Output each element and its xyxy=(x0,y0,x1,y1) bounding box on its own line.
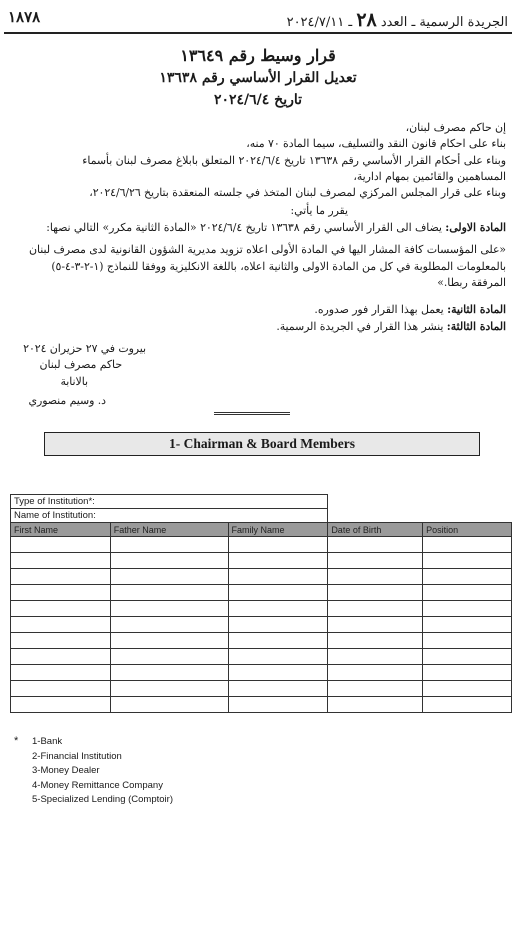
signature-place-date: بيروت في ٢٧ حزيران ٢٠٢٤ xyxy=(23,342,146,355)
table-cell[interactable] xyxy=(423,617,512,633)
table-cell[interactable] xyxy=(228,569,328,585)
list-item: 4-Money Remittance Company xyxy=(32,779,163,791)
footnote-marker: * xyxy=(14,735,19,747)
issue-number: ٢٨ xyxy=(356,9,377,31)
table-cell[interactable] xyxy=(11,569,111,585)
table-cell[interactable] xyxy=(11,553,111,569)
table-cell[interactable] xyxy=(11,585,111,601)
table-cell[interactable] xyxy=(423,585,512,601)
article-3-label: المادة الثالثة: xyxy=(446,320,506,333)
table-cell[interactable] xyxy=(110,681,228,697)
decision-subtitle: تعديل القرار الأساسي رقم ١٣٦٣٨ xyxy=(159,70,357,86)
name-of-institution-row xyxy=(11,509,512,523)
table-cell[interactable] xyxy=(11,681,111,697)
table-row xyxy=(11,537,512,553)
article-1 xyxy=(6,220,506,236)
table-cell[interactable] xyxy=(423,665,512,681)
list-item: 3-Money Dealer xyxy=(32,765,100,776)
table-row xyxy=(11,633,512,649)
signature-role: حاكم مصرف لبنان xyxy=(39,358,122,371)
column-header: Date of Birth xyxy=(328,523,423,537)
table-cell[interactable] xyxy=(328,537,423,553)
list-item: 1-Bank xyxy=(32,736,63,747)
table-cell[interactable] xyxy=(328,553,423,569)
institution-type-list xyxy=(32,735,173,808)
header-rule xyxy=(4,32,512,34)
table-cell[interactable] xyxy=(423,601,512,617)
table-cell[interactable] xyxy=(11,617,111,633)
table-cell[interactable] xyxy=(423,681,512,697)
table-cell[interactable] xyxy=(110,617,228,633)
list-item: 5-Specialized Lending (Comptoir) xyxy=(32,794,173,805)
article-1-text: يضاف الى القرار الأساسي رقم ١٣٦٣٨ تاريخ ٢٠٢٤/٦/٤ «المادة الثانية مكرر» التالي نصها: xyxy=(46,221,446,234)
decides-line: يقرر ما يأتي: xyxy=(290,204,348,217)
article-1-quote-line-2: بالمعلومات المطلوبة في كل من المادة الاولى والثانية اعلاه، باللغة الانكليزية ووفقا للنماذج (١-٢-٣-٤-٥) xyxy=(51,260,506,273)
table-cell[interactable] xyxy=(423,537,512,553)
table-row xyxy=(11,665,512,681)
table-cell[interactable] xyxy=(110,537,228,553)
type-of-institution-row xyxy=(11,495,512,509)
article-1-quote-line-3: المرفقة ربطا.» xyxy=(437,276,506,289)
table-row xyxy=(11,649,512,665)
table-cell[interactable] xyxy=(228,665,328,681)
table-cell[interactable] xyxy=(328,633,423,649)
table-cell[interactable] xyxy=(110,569,228,585)
article-3-text: ينشر هذا القرار في الجريدة الرسمية. xyxy=(276,320,447,333)
table-cell[interactable] xyxy=(228,681,328,697)
article-2-label: المادة الثانية: xyxy=(447,303,506,316)
preamble-1: إن حاكم مصرف لبنان، xyxy=(405,121,506,134)
board-members-form xyxy=(10,494,512,713)
list-item: 2-Financial Institution xyxy=(32,750,122,762)
section-divider xyxy=(214,412,290,415)
preamble-3-cont: المساهمين والقائمين بمهام ادارية، xyxy=(353,170,506,183)
table-cell[interactable] xyxy=(228,585,328,601)
table-cell[interactable] xyxy=(110,665,228,681)
column-header: First Name xyxy=(11,523,111,537)
decision-date: تاريخ ٢٠٢٤/٦/٤ xyxy=(213,92,303,108)
table-cell[interactable] xyxy=(110,649,228,665)
table-cell[interactable] xyxy=(11,601,111,617)
table-cell[interactable] xyxy=(328,649,423,665)
preamble-4: وبناء على قرار المجلس المركزي لمصرف لبنان المتخذ في جلسته المنعقدة بتاريخ ٢٠٢٤/٦/٢٦، xyxy=(89,186,506,199)
table-cell[interactable] xyxy=(228,697,328,713)
article-3 xyxy=(6,319,506,335)
running-header xyxy=(287,9,508,31)
table-cell[interactable] xyxy=(328,601,423,617)
table-cell[interactable] xyxy=(328,665,423,681)
table-cell[interactable] xyxy=(423,633,512,649)
page-number: ١٨٧٨ xyxy=(8,8,41,26)
table-row xyxy=(11,697,512,713)
table-cell[interactable] xyxy=(328,697,423,713)
type-of-institution-label: Type of Institution*: xyxy=(11,495,328,509)
table-cell[interactable] xyxy=(11,665,111,681)
issue-date: ـ ٢٠٢٤/٧/١١ xyxy=(286,15,353,30)
table-cell[interactable] xyxy=(110,697,228,713)
table-cell[interactable] xyxy=(228,601,328,617)
table-cell[interactable] xyxy=(110,585,228,601)
table-cell[interactable] xyxy=(423,697,512,713)
column-header: Position xyxy=(423,523,512,537)
article-2 xyxy=(6,302,506,318)
table-cell[interactable] xyxy=(423,649,512,665)
table-cell[interactable] xyxy=(228,617,328,633)
signature-acting: بالانابة xyxy=(60,375,88,388)
signature-name: د. وسيم منصوري xyxy=(28,394,106,407)
table-cell[interactable] xyxy=(423,569,512,585)
table-header-row xyxy=(11,523,512,537)
article-2-text: يعمل بهذا القرار فور صدوره. xyxy=(314,303,448,316)
article-1-quote-line-1: «على المؤسسات كافة المشار اليها في المادة الأولى اعلاه تزويد مديرية الشؤون القانونية لدى مصرف لبنان xyxy=(29,243,506,256)
journal-title: الجريدة الرسمية ـ العدد xyxy=(380,15,508,30)
name-of-institution-label: Name of Institution: xyxy=(11,509,328,523)
table-row xyxy=(11,617,512,633)
table-cell[interactable] xyxy=(110,553,228,569)
column-header: Father Name xyxy=(110,523,228,537)
article-1-label: المادة الاولى: xyxy=(445,221,506,234)
table-row xyxy=(11,553,512,569)
institution-type-footnote xyxy=(14,735,173,808)
decision-title: قرار وسيط رقم ١٣٦٤٩ xyxy=(180,46,336,65)
table-cell[interactable] xyxy=(328,681,423,697)
table-cell[interactable] xyxy=(228,649,328,665)
preamble-3: وبناء على أحكام القرار الأساسي رقم ١٣٦٣٨ تاريخ ٢٠٢٤/٦/٤ المتعلق بابلاغ مصرف لبنان بأسماء xyxy=(82,154,506,167)
table-cell[interactable] xyxy=(328,569,423,585)
table-cell[interactable] xyxy=(110,633,228,649)
table-cell[interactable] xyxy=(328,585,423,601)
table-cell[interactable] xyxy=(328,617,423,633)
section-title: 1- Chairman & Board Members xyxy=(44,432,480,456)
table-cell[interactable] xyxy=(423,553,512,569)
table-cell[interactable] xyxy=(228,633,328,649)
preamble-2: بناء على احكام قانون النقد والتسليف، سيما المادة ٧٠ منه، xyxy=(246,137,506,150)
table-row xyxy=(11,681,512,697)
table-cell[interactable] xyxy=(228,537,328,553)
table-row xyxy=(11,569,512,585)
table-cell[interactable] xyxy=(110,601,228,617)
table-cell[interactable] xyxy=(11,633,111,649)
table-cell[interactable] xyxy=(11,649,111,665)
table-row xyxy=(11,585,512,601)
table-row xyxy=(11,601,512,617)
table-cell[interactable] xyxy=(228,553,328,569)
table-cell[interactable] xyxy=(11,697,111,713)
table-cell[interactable] xyxy=(11,537,111,553)
column-header: Family Name xyxy=(228,523,328,537)
